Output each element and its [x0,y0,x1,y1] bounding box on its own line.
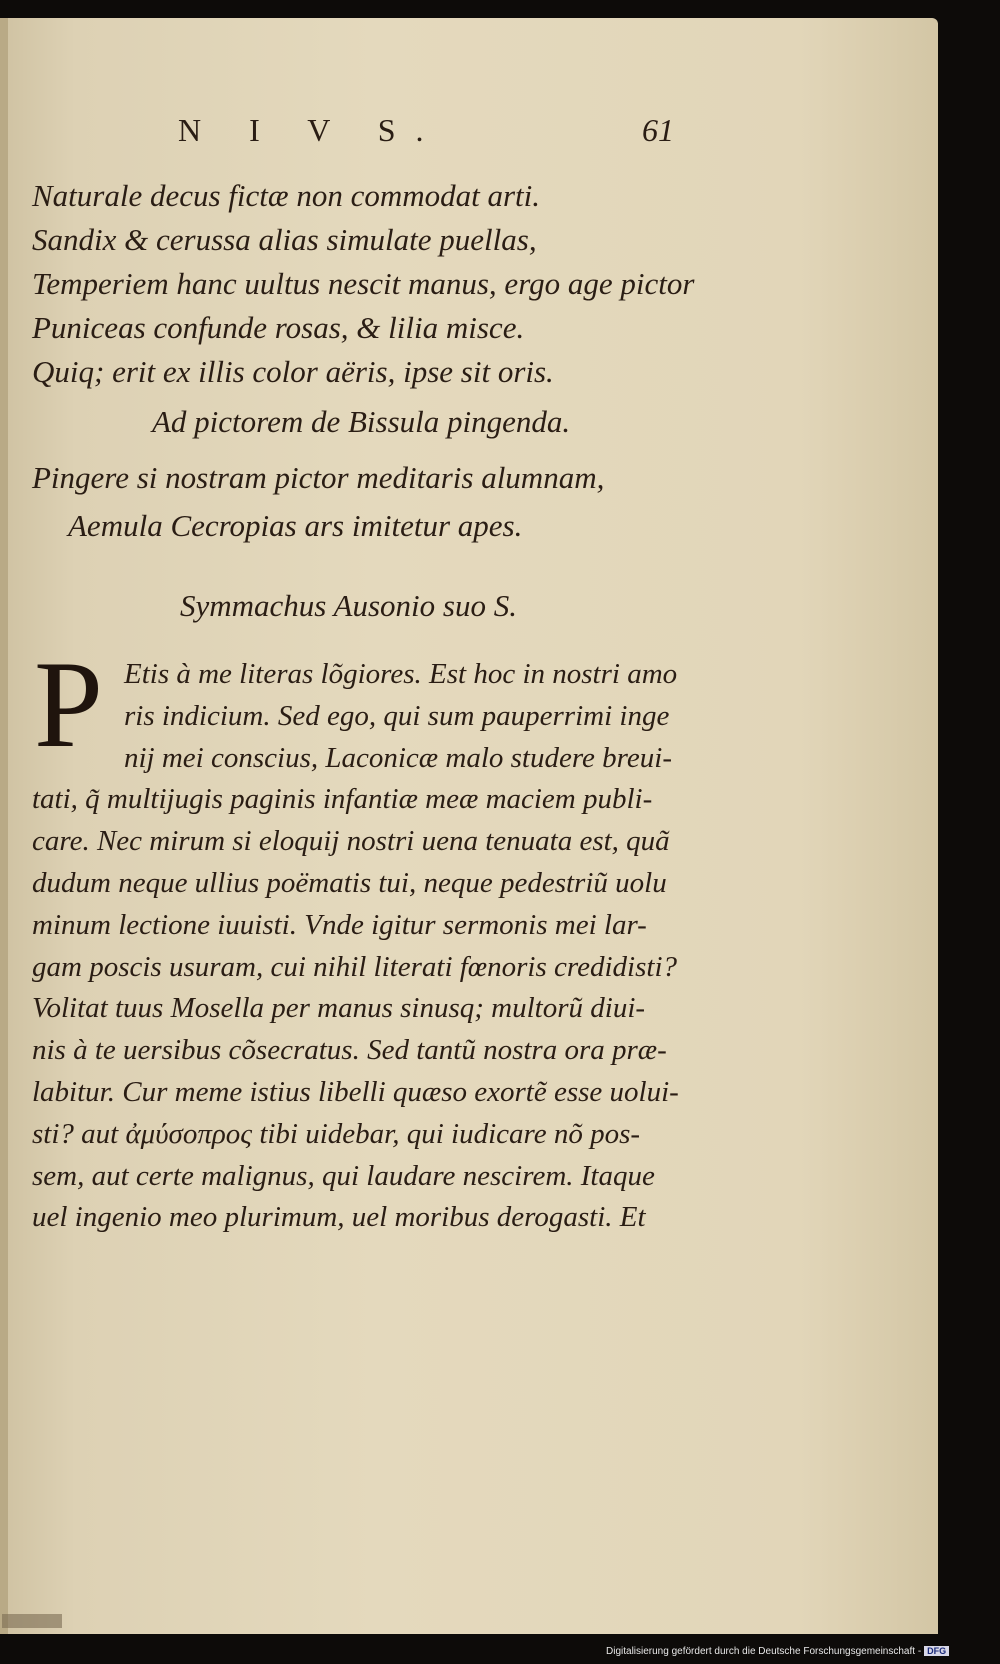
verse-line: Pingere si nostram pictor meditaris alumnam, [32,460,605,495]
prose-line: gam poscis usuram, cui nihil literati fœnoris credidisti? [32,950,677,983]
prose-line: sti? aut ἀμύσοπρος tibi uidebar, qui iudicare nõ pos- [32,1117,641,1150]
poem-title: Ad pictorem de Bissula pingenda. [152,404,571,439]
page-number: 61 [642,112,674,148]
prose-line: care. Nec mirum si eloquij nostri uena tenuata est, quã [32,825,670,858]
credit-text: Digitalisierung gefördert durch die Deutsche Forschungsgemeinschaft - [606,1646,922,1657]
letter-body [32,654,732,1239]
drop-cap: P [34,636,103,773]
prose-line: Etis à me literas lõgiores. Est hoc in nostri amo [124,658,678,690]
digitization-credit [606,1646,949,1657]
prose-line: minum lectione iuuisti. Vnde igitur sermonis mei lar- [32,908,647,941]
prose-line: dudum neque ullius poëmatis tui, neque pedestriũ uolu [32,866,667,899]
page-gutter [0,18,8,1634]
verse-line: Naturale decus fictæ non commodat arti. [32,178,541,213]
prose-line: nij mei conscius, Laconicæ malo studere breui- [124,741,672,774]
verse-line: Aemula Cecropias ars imitetur apes. [68,508,523,543]
verse-line: Puniceas confunde rosas, & lilia misce. [32,310,525,345]
verse-line: Sandix & cerussa alias simulate puellas, [32,222,537,257]
prose-line: uel ingenio meo plurimum, uel moribus derogasti. Et [32,1201,646,1234]
verse-block-2 [32,454,732,550]
prose-line: sem, aut certe malignus, qui laudare nescirem. Itaque [32,1159,655,1192]
prose-line: nis à te uersibus cõsecratus. Sed tantũ nostra ora præ- [32,1034,667,1067]
prose-line: tati, q̃ multijugis paginis infantiæ meæ maciem publi- [32,783,653,816]
prose-line: labitur. Cur meme istius libelli quæso exortẽ esse uolui- [32,1075,679,1108]
running-title: N I V S. [178,112,444,148]
prose-line: Volitat tuus Mosella per manus sinusq; multorũ diui- [32,992,646,1025]
letter-title: Symmachus Ausonio suo S. [180,588,517,623]
prose-line: ris indicium. Sed ego, qui sum pauperrimi inge [124,699,670,732]
dfg-logo: DFG [924,1646,949,1656]
verse-line: Quiq; erit ex illis color aëris, ipse sit oris. [32,354,554,389]
verse-line: Temperiem hanc uultus nescit manus, ergo age pictor [32,266,695,301]
library-tag [2,1614,62,1628]
verse-block-1 [32,174,732,394]
